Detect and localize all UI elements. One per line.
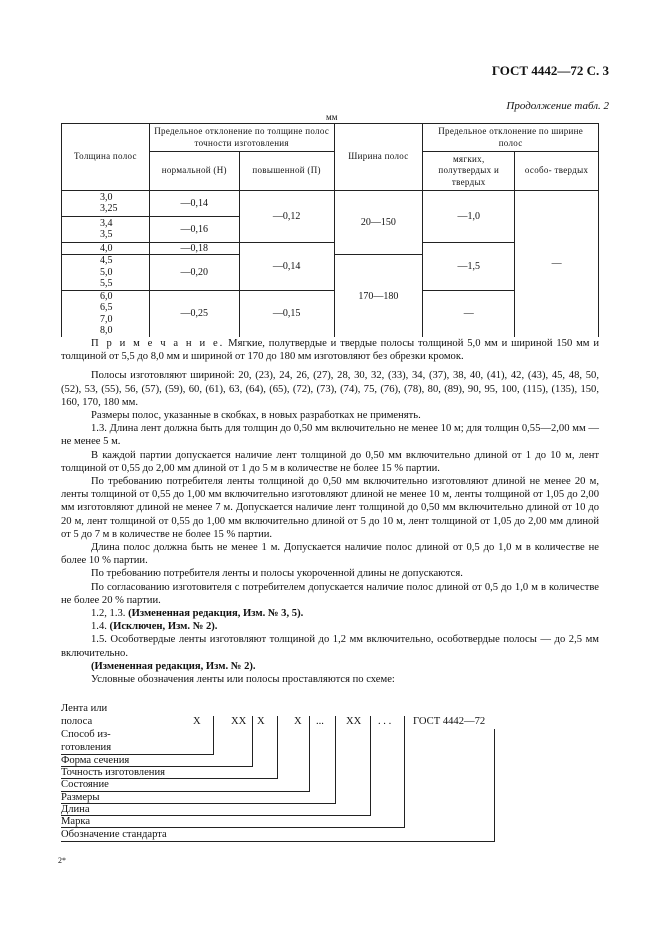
scheme-label: Обозначение стандарта xyxy=(61,829,167,840)
scheme-label: Способ из- xyxy=(61,729,111,740)
paragraph: Условные обозначения ленты или полосы проставляются по схеме: xyxy=(91,674,395,686)
scheme-line xyxy=(61,827,405,828)
scheme-line xyxy=(61,766,253,767)
paragraph: По согласованию изготовителя с потребителем допускается наличие полос длиной от 0,5 до 1,0 м в количестве не более 20 % партии. xyxy=(61,581,599,606)
paragraph: Полосы изготовляют шириной: 20, (23), 24, 26, (27), 28, 30, 32, (33), 34, (37), 38, 40, (41), 42, (43), 45, 48, 50, (52), 53, (55), 56, (57), (59), 60, (61), 63, (64), (65), (72), (73), (74), 75, (76), (78), 80, (89), 90, 95, 100, (115), (135), 150, 160, 170, 180 мм. xyxy=(61,370,599,408)
paragraph: 1.5. Особотвердые ленты изготовляют толщиной до 1,2 мм включительно, особотвердые полосы — до 2,5 мм включительно. xyxy=(61,634,599,659)
cell-normal: —0,20 xyxy=(149,255,239,291)
scheme-standard: ГОСТ 4442—72 xyxy=(413,716,486,727)
amendment-note: 1.4. (Исключен, Изм. № 2). xyxy=(91,621,218,633)
cell-normal: —0,25 xyxy=(149,290,239,337)
cell-width: 20—150 xyxy=(334,190,423,255)
scheme-label: Состояние xyxy=(61,779,109,790)
cell-increased: —0,14 xyxy=(239,242,334,290)
table-continuation-label: Продолжение табл. 2 xyxy=(506,100,609,112)
cell-thickness: 3,0 3,25 xyxy=(62,190,150,216)
amendment-note: 1.2, 1.3. (Измененная редакция, Изм. № 3, 5). xyxy=(91,608,304,620)
scheme-label: Длина xyxy=(61,804,90,815)
th-width-deviation: Предельное отклонение по ширине полос xyxy=(423,124,599,152)
scheme-line xyxy=(370,716,371,815)
cell-normal: —0,16 xyxy=(149,216,239,242)
cell-normal: —0,18 xyxy=(149,242,239,255)
th-thickness-deviation: Предельное отклонение по толщине полос точности изготовления xyxy=(149,124,334,152)
th-soft: мягких, полутвердых и твердых xyxy=(423,152,515,191)
cell-width: 170—180 xyxy=(334,255,423,337)
scheme-symbol: . . . xyxy=(378,716,392,727)
page-mark: 2* xyxy=(58,856,66,865)
scheme-line xyxy=(252,716,253,766)
cell-soft: —1,0 xyxy=(423,190,515,242)
scheme-line xyxy=(213,716,214,754)
cell-increased: —0,12 xyxy=(239,190,334,242)
paragraph: По требованию потребителя ленты толщиной до 0,50 мм включительно изготовляют длиной не менее 20 м, ленты толщиной от 0,55 до 1,00 мм включительно изготовляют длиной не менее 10 м, ленты толщиной от 1,05 до 2,00 мм изготовляют длиной не менее 7 м. Допускается наличие лент толщиной до 0,50 мм включительно длиной от 10 до 20 м, лент толщиной от 0,55 до 1,00 мм включительно длиной от 5 до 10 м, лент толщиной от 1,05 до 2,00 мм длиной от 5 до 7 м в количестве не более 15 % партии. xyxy=(61,476,599,540)
paragraph: Длина полос должна быть не менее 1 м. Допускается наличие полос длиной от 0,5 до 1,0 м в количестве не более 10 % партии. xyxy=(61,542,599,567)
paragraph: По требованию потребителя ленты и полосы укороченной длины не допускаются. xyxy=(91,568,463,580)
cell-thickness: 3,4 3,5 xyxy=(62,216,150,242)
paragraph: Размеры полос, указанные в скобках, в новых разработках не применять. xyxy=(91,410,421,422)
cell-thickness: 4,5 5,0 5,5 xyxy=(62,255,150,291)
scheme-line xyxy=(61,754,214,755)
scheme-symbol: Х xyxy=(193,716,201,727)
scheme-label: Марка xyxy=(61,816,91,827)
scheme-line xyxy=(309,716,310,791)
cell-thickness: 6,0 6,5 7,0 8,0 xyxy=(62,290,150,337)
scheme-symbol: Х xyxy=(257,716,265,727)
note-text: Мягкие, полутвердые и твердые полосы толщиной 5,0 мм и шириной 150 мм и толщиной от 5,5 до 8,0 мм и шириной от 170 до 180 мм изготовляют без обрезки кромок. xyxy=(61,338,599,363)
unit-label: мм xyxy=(326,112,338,122)
scheme-line xyxy=(494,729,495,841)
cell-soft: —1,5 xyxy=(423,242,515,290)
scheme-line xyxy=(61,803,336,804)
scheme-label: Форма сечения xyxy=(61,755,130,766)
scheme-symbol: ... xyxy=(316,716,324,727)
cell-extra-hard: — xyxy=(515,190,599,337)
scheme-line xyxy=(404,716,405,827)
th-width: Ширина полос xyxy=(334,124,423,191)
scheme-label: Точность изготовления xyxy=(61,767,166,778)
note-label: П р и м е ч а н и е. xyxy=(91,338,225,349)
scheme-line xyxy=(61,815,371,816)
scheme-line xyxy=(335,716,336,803)
th-normal: нормальной (Н) xyxy=(149,152,239,191)
cell-soft: — xyxy=(423,290,515,337)
th-extra-hard: особо- твердых xyxy=(515,152,599,191)
th-increased: повышенной (П) xyxy=(239,152,334,191)
cell-increased: —0,15 xyxy=(239,290,334,337)
scheme-title: Лента или xyxy=(61,703,108,714)
scheme-line xyxy=(277,716,278,778)
scheme-symbol: Х xyxy=(294,716,302,727)
scheme-line xyxy=(61,841,495,842)
th-thickness: Толщина полос xyxy=(62,124,150,191)
cell-thickness: 4,0 xyxy=(62,242,150,255)
page-header: ГОСТ 4442—72 С. 3 xyxy=(491,63,609,78)
scheme-line xyxy=(61,778,278,779)
scheme-label: Размеры xyxy=(61,792,100,803)
paragraph: 1.3. Длина лент должна быть для толщин до 0,50 мм включительно не менее 10 м; для толщин 0,55—2,00 мм — не менее 5 м. xyxy=(61,423,599,448)
scheme-line xyxy=(61,791,310,792)
scheme-symbol: ХХ xyxy=(231,716,247,727)
cell-normal: —0,14 xyxy=(149,190,239,216)
scheme-title: полоса xyxy=(61,716,93,727)
scheme-symbol: ХХ xyxy=(346,716,362,727)
paragraph: В каждой партии допускается наличие лент толщиной до 0,50 мм включительно длиной от 1 до 10 м, лент толщиной от 0,55 до 2,00 мм длиной от 1 до 5 м в количестве не более 15 % партии. xyxy=(61,449,599,474)
amendment-note: (Измененная редакция, Изм. № 2). xyxy=(91,660,256,672)
scheme-label: готовления xyxy=(61,742,112,753)
